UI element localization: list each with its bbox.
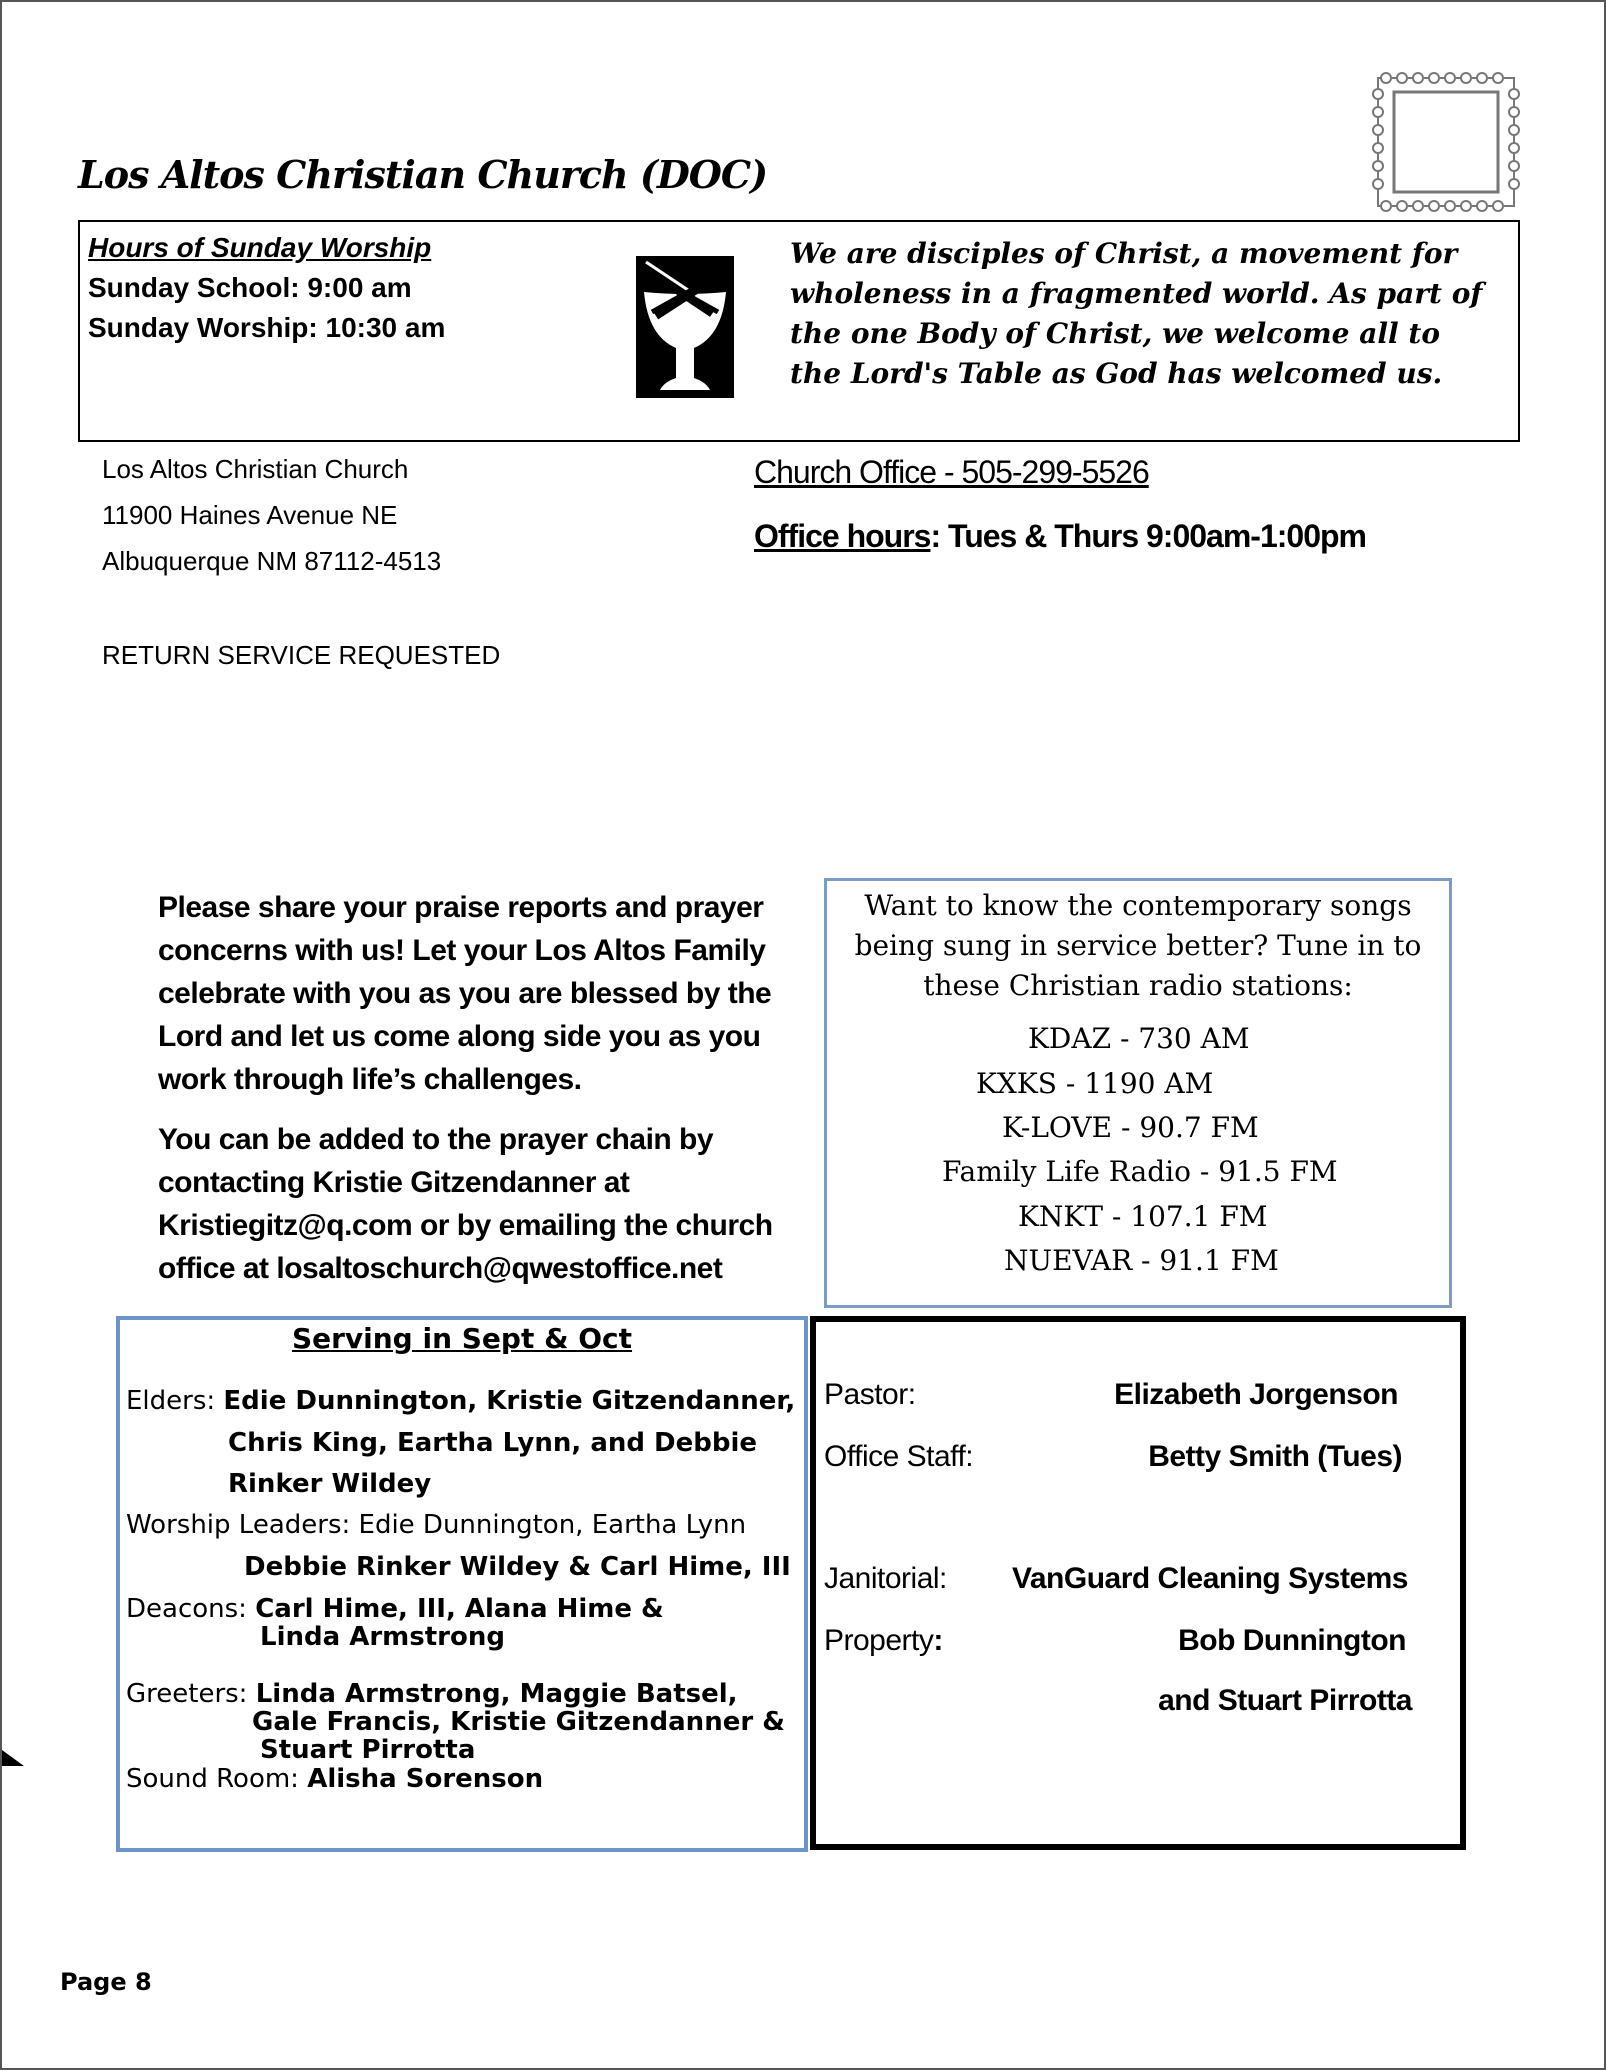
worship-leaders-names: Edie Dunnington, Eartha Lynn xyxy=(358,1510,747,1540)
janitorial-name: VanGuard Cleaning Systems xyxy=(1012,1562,1408,1595)
mission-statement: We are disciples of Christ, a movement for wholeness in a fragmented world. As part of the one Body of Christ, we welcome all to the Lord's Table as God has welcomed us. xyxy=(790,237,1483,390)
church-title: Los Altos Christian Church (DOC) xyxy=(78,152,768,197)
greeters-names: Linda Armstrong, Maggie Batsel, xyxy=(255,1679,738,1709)
radio-station: KXKS - 1190 AM xyxy=(976,1067,1214,1100)
page-number: Page 8 xyxy=(60,1968,152,1996)
pastor-label: Pastor: xyxy=(824,1378,916,1411)
greeters-line xyxy=(126,1679,738,1709)
greeters-names: Gale Francis, Kristie Gitzendanner & xyxy=(252,1707,785,1737)
radio-station: NUEVAR - 91.1 FM xyxy=(1004,1244,1279,1277)
serving-title: Serving in Sept & Oct xyxy=(291,1322,633,1355)
sunday-school-time: Sunday School: 9:00 am xyxy=(88,272,412,303)
property-label: Property: xyxy=(824,1624,943,1657)
deacons-line xyxy=(126,1594,664,1624)
return-service-notice: RETURN SERVICE REQUESTED xyxy=(102,640,501,670)
deacons-names: Carl Hime, III, Alana Hime & xyxy=(255,1594,664,1624)
worship-leaders-names: Debbie Rinker Wildey & Carl Hime, III xyxy=(244,1552,791,1582)
greeters-names: Stuart Pirrotta xyxy=(260,1735,476,1765)
office-hours-value: : Tues & Thurs 9:00am-1:00pm xyxy=(930,518,1366,554)
office-staff-name: Betty Smith (Tues) xyxy=(1148,1440,1402,1473)
elders-label: Elders: xyxy=(126,1386,224,1416)
elders-names: Rinker Wildey xyxy=(228,1469,432,1499)
radio-station: KDAZ - 730 AM xyxy=(1028,1022,1250,1055)
office-hours-label: Office hours xyxy=(754,518,931,554)
worship-leaders-line xyxy=(126,1510,746,1540)
worship-leaders-label: Worship Leaders: xyxy=(126,1510,359,1540)
elders-line xyxy=(126,1386,795,1416)
radio-station: K-LOVE - 90.7 FM xyxy=(1002,1111,1259,1144)
sound-room-label: Sound Room: xyxy=(126,1764,308,1794)
chalice-logo-icon xyxy=(636,256,734,398)
sunday-worship-time: Sunday Worship: 10:30 am xyxy=(88,312,446,343)
return-address-city: Albuquerque NM 87112-4513 xyxy=(102,546,442,576)
janitorial-label: Janitorial: xyxy=(824,1562,947,1595)
office-hours xyxy=(754,518,1366,555)
prayer-paragraph: Please share your praise reports and prayer concerns with us! Let your Los Altos Family celebrate with you as you are blessed by the Lord and let us come along side you as you work through life’s challenges. xyxy=(158,891,772,1096)
pastor-name: Elizabeth Jorgenson xyxy=(1114,1378,1398,1411)
church-office-phone: Church Office - 505-299-5526 xyxy=(754,454,1149,490)
elders-names: Chris King, Eartha Lynn, and Debbie xyxy=(228,1428,758,1458)
radio-station: Family Life Radio - 91.5 FM xyxy=(942,1155,1338,1188)
radio-intro: Want to know the contemporary songs being sung in service better? Tune in to these Christian radio stations: xyxy=(854,889,1422,1002)
return-address-name: Los Altos Christian Church xyxy=(102,454,409,484)
property-name: Bob Dunnington xyxy=(1178,1624,1406,1657)
postage-stamp-icon xyxy=(1372,72,1520,212)
elders-names: Edie Dunnington, Kristie Gitzendanner, xyxy=(223,1386,796,1416)
property-name: and Stuart Pirrotta xyxy=(1158,1684,1412,1717)
radio-station: KNKT - 107.1 FM xyxy=(1018,1200,1268,1233)
prayer-chain-paragraph: You can be added to the prayer chain by contacting Kristie Gitzendanner at Kristiegitz@q.com or by emailing the church office at losaltoschurch@qwestoffice.net xyxy=(158,1123,773,1285)
prayer-request-section xyxy=(158,886,798,1307)
deacons-names: Linda Armstrong xyxy=(260,1622,505,1652)
return-address-street: 11900 Haines Avenue NE xyxy=(102,500,398,530)
sound-room-line xyxy=(126,1764,543,1794)
deacons-label: Deacons: xyxy=(126,1594,256,1624)
worship-hours-title: Hours of Sunday Worship xyxy=(88,232,432,263)
office-staff-label: Office Staff: xyxy=(824,1440,974,1473)
corner-triangle-icon xyxy=(2,1750,24,1766)
greeters-label: Greeters: xyxy=(126,1679,256,1709)
sound-room-names: Alisha Sorenson xyxy=(307,1764,544,1794)
